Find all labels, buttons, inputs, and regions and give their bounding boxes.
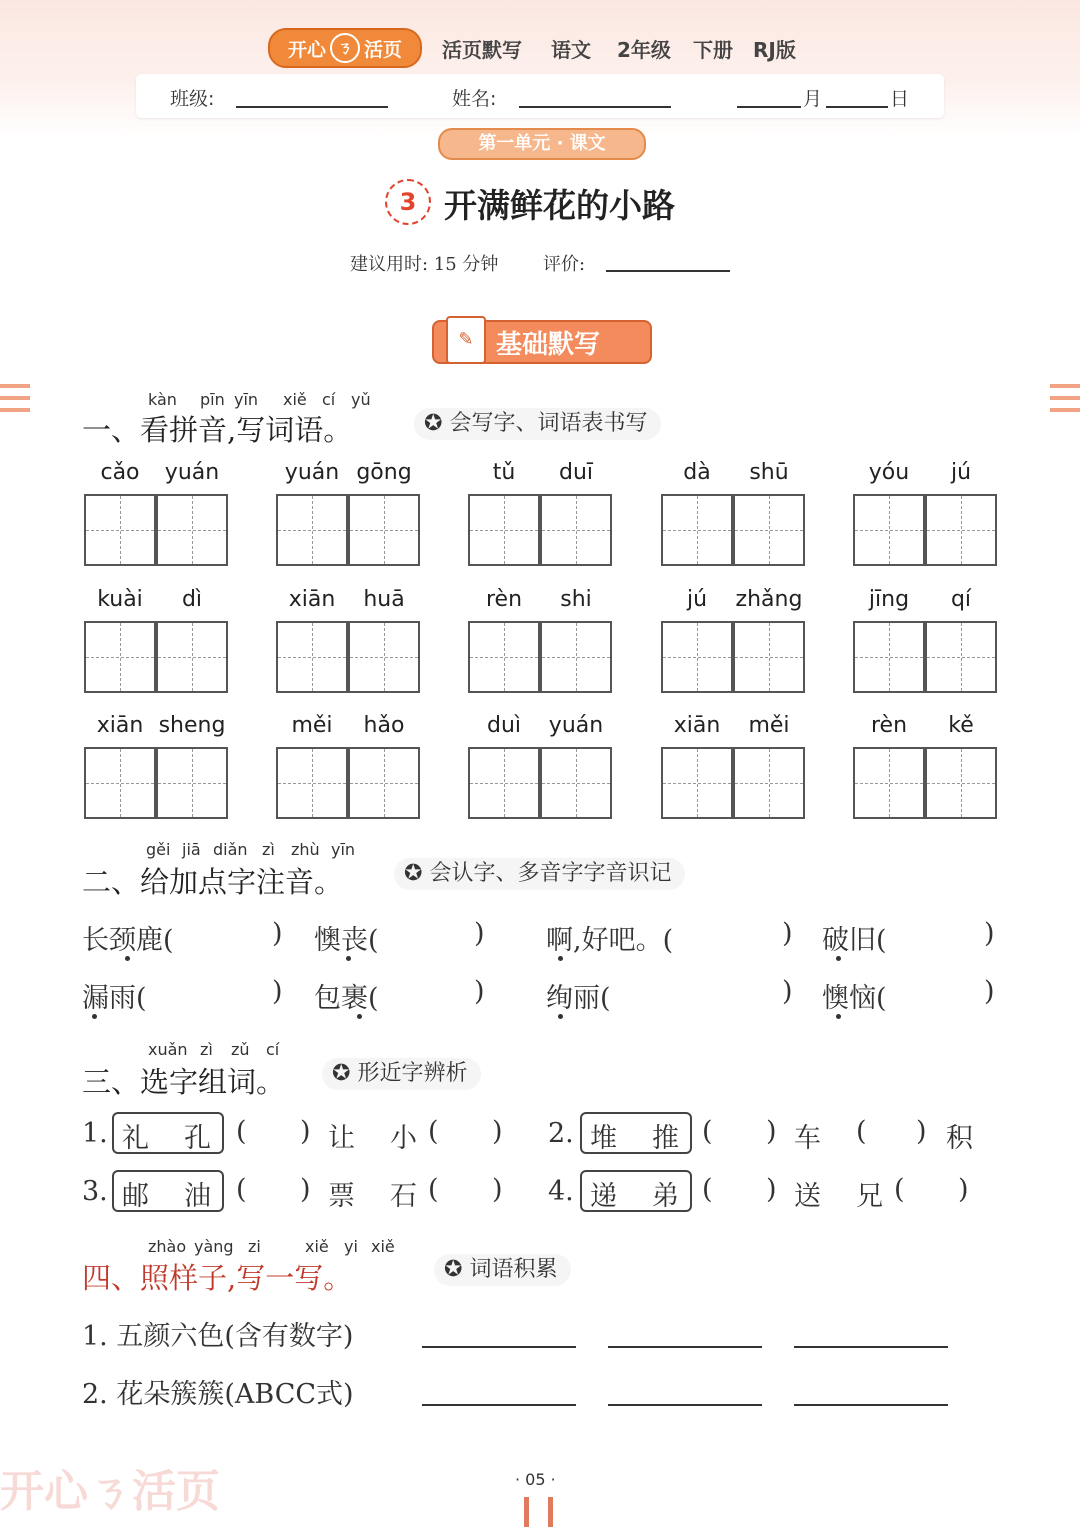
writing-cell[interactable] — [468, 621, 540, 693]
polyphone-item: 懊丧( — [314, 925, 379, 956]
section3-title: 三、选字组词。 — [82, 1065, 286, 1099]
binding-mark-left — [524, 1497, 529, 1527]
writing-cell[interactable] — [661, 747, 733, 819]
name-field[interactable] — [519, 106, 671, 108]
exercise-line-2: 2. 花朵簇簇(ABCC式) — [82, 1379, 354, 1410]
emphasis-dot — [836, 1014, 841, 1019]
writing-cell[interactable] — [468, 494, 540, 566]
title-pinyin: zhù — [291, 840, 320, 859]
fill-text: ) — [300, 1116, 311, 1147]
question-number: 2. — [548, 1118, 574, 1149]
fill-text: ) — [300, 1174, 311, 1205]
close-paren: ) — [272, 918, 283, 949]
title-pinyin: xiě — [371, 1237, 395, 1256]
student-info-bar — [136, 74, 944, 118]
choice-char: 油 — [184, 1181, 211, 1212]
title-pinyin: cí — [266, 1040, 280, 1059]
right-side-mark — [1050, 384, 1080, 412]
question-number: 4. — [548, 1176, 574, 1207]
answer-line[interactable] — [794, 1346, 948, 1348]
word-pinyin: kuài — [97, 587, 143, 612]
writing-cell[interactable] — [84, 747, 156, 819]
title-pinyin: yīn — [234, 390, 259, 409]
fill-text: ) — [492, 1116, 503, 1147]
word-pinyin: jīng — [868, 587, 910, 612]
watermark: 开心ㄋ活页 — [0, 1466, 220, 1517]
fill-text: ( — [856, 1116, 867, 1147]
writing-cell[interactable] — [84, 494, 156, 566]
choice-char: 礼 — [122, 1123, 149, 1154]
writing-cell[interactable] — [853, 621, 925, 693]
close-paren: ) — [782, 976, 793, 1007]
fill-text: ( — [236, 1174, 247, 1205]
fill-text: 兄 — [856, 1181, 883, 1212]
edition-label: RJ版 — [753, 38, 796, 62]
word-pinyin: rèn — [485, 587, 523, 612]
word-pinyin: shū — [749, 460, 789, 485]
emphasis-dot — [558, 956, 563, 961]
close-paren: ) — [984, 976, 995, 1007]
writing-cell[interactable] — [661, 621, 733, 693]
fill-text: 让 — [328, 1123, 355, 1154]
word-pinyin: huā — [363, 587, 405, 612]
title-pinyin: jiā — [182, 840, 201, 859]
writing-cell[interactable] — [276, 621, 348, 693]
title-pinyin: zì — [200, 1040, 213, 1059]
fill-text: ) — [766, 1174, 777, 1205]
word-pinyin: měi — [291, 713, 333, 738]
choice-char: 推 — [652, 1123, 679, 1154]
close-paren: ) — [782, 918, 793, 949]
title-pinyin: diǎn — [213, 840, 248, 859]
writing-cell[interactable] — [853, 747, 925, 819]
page-number: · 05 · — [515, 1470, 556, 1489]
fill-text: 积 — [946, 1123, 973, 1154]
title-pinyin: xiě — [283, 390, 307, 409]
polyphone-item: 长颈鹿( — [82, 925, 174, 956]
lesson-title: 开满鲜花的小路 — [444, 186, 675, 225]
emphasis-dot — [125, 956, 130, 961]
word-pinyin: yuán — [284, 460, 340, 485]
word-pinyin: yuán — [164, 460, 220, 485]
fill-text: ( — [894, 1174, 905, 1205]
writing-cell[interactable] — [853, 494, 925, 566]
title-pinyin: yǔ — [351, 390, 371, 409]
writing-cell[interactable] — [925, 494, 997, 566]
basic-label: 基础默写 — [496, 330, 601, 360]
section3-hint: ✪ 形近字辨析 — [322, 1058, 481, 1090]
word-pinyin: měi — [748, 713, 790, 738]
fill-text: ) — [958, 1174, 969, 1205]
answer-line[interactable] — [422, 1346, 576, 1348]
class-label: 班级: — [170, 88, 215, 110]
word-pinyin: duì — [486, 713, 522, 738]
series-label: 活页默写 — [442, 38, 522, 62]
choice-char: 递 — [590, 1181, 617, 1212]
title-pinyin: yàng — [194, 1237, 234, 1256]
close-paren: ) — [474, 918, 485, 949]
month-label: 月 — [803, 88, 823, 110]
writing-cell[interactable] — [468, 747, 540, 819]
grade-label: 2年级 — [617, 38, 671, 62]
emphasis-dot — [346, 956, 351, 961]
close-paren: ) — [984, 918, 995, 949]
word-pinyin: cǎo — [100, 460, 140, 485]
word-pinyin: xiān — [673, 713, 721, 738]
fill-text: 送 — [794, 1181, 821, 1212]
fill-text: ) — [916, 1116, 927, 1147]
fill-text: 小 — [390, 1123, 417, 1154]
fill-text: ( — [428, 1174, 439, 1205]
title-pinyin: yīn — [331, 840, 356, 859]
pencil-icon: ✎ — [446, 316, 486, 364]
choice-char: 邮 — [122, 1181, 149, 1212]
writing-cell[interactable] — [925, 621, 997, 693]
writing-cell[interactable] — [348, 621, 420, 693]
left-side-mark — [0, 384, 30, 412]
section1-title: 一、看拼音,写词语。 — [82, 413, 353, 447]
polyphone-item: 破旧( — [822, 925, 887, 956]
writing-cell[interactable] — [733, 747, 805, 819]
writing-cell[interactable] — [540, 494, 612, 566]
close-paren: ) — [474, 976, 485, 1007]
word-pinyin: hǎo — [363, 713, 405, 738]
word-pinyin: gōng — [356, 460, 412, 485]
section4-title: 四、照样子,写一写。 — [82, 1261, 353, 1295]
title-pinyin: cí — [322, 390, 336, 409]
writing-cell[interactable] — [925, 747, 997, 819]
writing-cell[interactable] — [156, 494, 228, 566]
writing-cell[interactable] — [733, 621, 805, 693]
title-pinyin: xuǎn — [148, 1040, 188, 1059]
fill-text: ( — [428, 1116, 439, 1147]
word-pinyin: shi — [560, 587, 592, 612]
polyphone-item: 绚丽( — [546, 983, 611, 1014]
brand-logo: 开心 ㄋ 活页 — [268, 28, 422, 68]
writing-cell[interactable] — [348, 494, 420, 566]
section4-hint: ✪ 词语积累 — [434, 1254, 571, 1286]
title-pinyin: zì — [262, 840, 275, 859]
eval-label: 评价: — [543, 254, 586, 275]
word-pinyin: xiān — [96, 713, 144, 738]
title-pinyin: gěi — [146, 840, 171, 859]
title-pinyin: kàn — [148, 390, 177, 409]
writing-cell[interactable] — [661, 494, 733, 566]
unit-tag: 第一单元 · 课文 — [438, 128, 646, 160]
question-number: 3. — [82, 1176, 108, 1207]
writing-cell[interactable] — [84, 621, 156, 693]
word-pinyin: zhǎng — [735, 587, 803, 612]
title-pinyin: zi — [248, 1237, 261, 1256]
polyphone-item: 啊,好吧。( — [546, 925, 674, 956]
word-pinyin: dà — [683, 460, 711, 485]
volume-label: 下册 — [693, 38, 733, 62]
polyphone-item: 懊恼( — [822, 983, 887, 1014]
writing-cell[interactable] — [540, 621, 612, 693]
time-hint: 建议用时: 15 分钟 — [350, 254, 499, 275]
title-pinyin: pīn — [200, 390, 225, 409]
fill-text: 车 — [794, 1123, 821, 1154]
title-pinyin: yi — [344, 1237, 358, 1256]
title-pinyin: zǔ — [231, 1040, 250, 1059]
eval-field[interactable] — [606, 270, 730, 272]
word-pinyin: jú — [686, 587, 708, 612]
writing-cell[interactable] — [276, 747, 348, 819]
word-pinyin: duī — [558, 460, 594, 485]
fill-text: ( — [702, 1116, 713, 1147]
fill-text: 石 — [390, 1181, 417, 1212]
section1-hint: ✪ 会写字、词语表书写 — [414, 408, 661, 440]
month-field[interactable] — [737, 106, 801, 108]
day-field[interactable] — [826, 106, 888, 108]
binding-mark-right — [548, 1497, 553, 1527]
class-field[interactable] — [236, 106, 388, 108]
choice-char: 堆 — [590, 1123, 617, 1154]
writing-cell[interactable] — [733, 494, 805, 566]
word-pinyin: yuán — [548, 713, 604, 738]
writing-cell[interactable] — [540, 747, 612, 819]
day-label: 日 — [890, 88, 910, 110]
polyphone-item: 漏雨( — [82, 983, 147, 1014]
answer-line[interactable] — [608, 1346, 762, 1348]
answer-line[interactable] — [608, 1404, 762, 1406]
choice-char: 弟 — [652, 1181, 679, 1212]
fill-text: ) — [766, 1116, 777, 1147]
fill-text: 票 — [328, 1181, 355, 1212]
subject-label: 语文 — [551, 38, 591, 62]
word-pinyin: kě — [948, 713, 974, 738]
choice-char: 孔 — [184, 1123, 211, 1154]
polyphone-item: 包裹( — [314, 983, 379, 1014]
writing-cell[interactable] — [156, 747, 228, 819]
fill-text: ( — [702, 1174, 713, 1205]
word-pinyin: tǔ — [492, 460, 516, 485]
title-pinyin: zhào — [148, 1237, 187, 1256]
word-pinyin: jú — [950, 460, 972, 485]
emphasis-dot — [92, 1014, 97, 1019]
question-number: 1. — [82, 1118, 108, 1149]
writing-cell[interactable] — [276, 494, 348, 566]
fill-text: ( — [236, 1116, 247, 1147]
word-pinyin: dì — [181, 587, 203, 612]
word-pinyin: xiān — [288, 587, 336, 612]
answer-line[interactable] — [794, 1404, 948, 1406]
word-pinyin: yóu — [868, 460, 910, 485]
section2-title: 二、给加点字注音。 — [82, 865, 344, 899]
emphasis-dot — [558, 1014, 563, 1019]
emphasis-dot — [836, 956, 841, 961]
emphasis-dot — [357, 1014, 362, 1019]
close-paren: ) — [272, 976, 283, 1007]
word-pinyin: rèn — [870, 713, 908, 738]
answer-line[interactable] — [422, 1404, 576, 1406]
lesson-number: 3 — [385, 179, 431, 225]
writing-cell[interactable] — [156, 621, 228, 693]
word-pinyin: qí — [950, 587, 972, 612]
word-pinyin: sheng — [158, 713, 226, 738]
writing-cell[interactable] — [348, 747, 420, 819]
title-pinyin: xiě — [305, 1237, 329, 1256]
section2-hint: ✪ 会认字、多音字字音识记 — [394, 858, 685, 890]
name-label: 姓名: — [452, 88, 497, 110]
fill-text: ) — [492, 1174, 503, 1205]
exercise-line-1: 1. 五颜六色(含有数字) — [82, 1321, 354, 1352]
